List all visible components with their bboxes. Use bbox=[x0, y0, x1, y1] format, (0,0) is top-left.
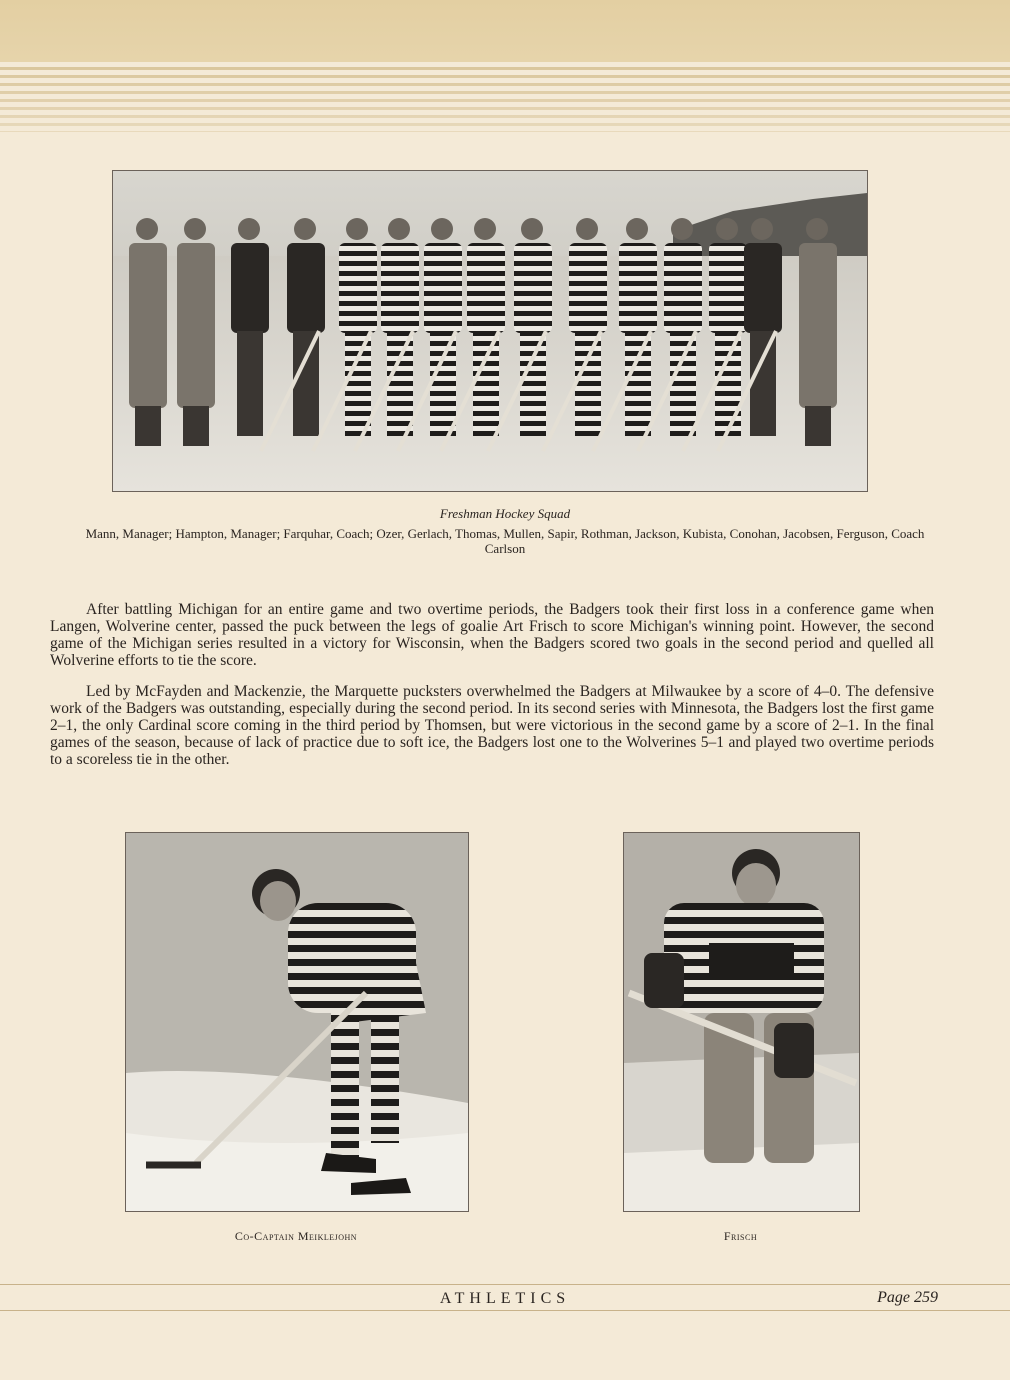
meiklejohn-caption: Co-Captain Meiklejohn bbox=[234, 1229, 358, 1243]
page-number: Page 259 bbox=[877, 1289, 938, 1306]
footer-rule-bottom bbox=[0, 1310, 1010, 1311]
footer-section-title: ATHLETICS bbox=[439, 1290, 571, 1307]
meiklejohn-photo bbox=[125, 832, 469, 1212]
footer-rule-top bbox=[0, 1284, 1010, 1285]
team-photo bbox=[112, 170, 868, 492]
paragraph-1: After battling Michigan for an entire game and two overtime periods, the Badgers took their first loss in a conference game when Langen, Wolverine center, passed the puck between the legs of goalie Art Frisch to score Michigan's winning point. However, the second game of the Michigan series resulted in a victory for Wisconsin, when the Badgers scored two goals in the second period and quelled all Wolverine efforts to tie the score. bbox=[50, 601, 934, 669]
top-decorative-band bbox=[0, 0, 1010, 62]
frisch-caption: Frisch bbox=[723, 1229, 758, 1243]
frisch-photo bbox=[623, 832, 860, 1212]
team-photo-names: Mann, Manager; Hampton, Manager; Farquhar, Coach; Ozer, Gerlach, Thomas, Mullen, Sapir, Rothman, Jackson, Kubista, Conohan, Jacobsen, Ferguson, Coach Carlson bbox=[85, 526, 925, 556]
paragraph-2: Led by McFayden and Mackenzie, the Marquette pucksters overwhelmed the Badgers at Milwaukee by a score of 4–0. The defensive work of the Badgers was outstanding, especially during the second period. In its second series with Minnesota, the Badgers lost the first game 2–1, the only Cardinal score coming in the third period by Thomsen, but were victorious in the second game by a score of 2–1. In the final games of the season, because of lack of practice due to soft ice, the Badgers lost one to the Wolverines 5–1 and played two overtime periods to a scoreless tie in the other. bbox=[50, 683, 934, 768]
team-photo-caption: Freshman Hockey Squad bbox=[439, 506, 571, 521]
